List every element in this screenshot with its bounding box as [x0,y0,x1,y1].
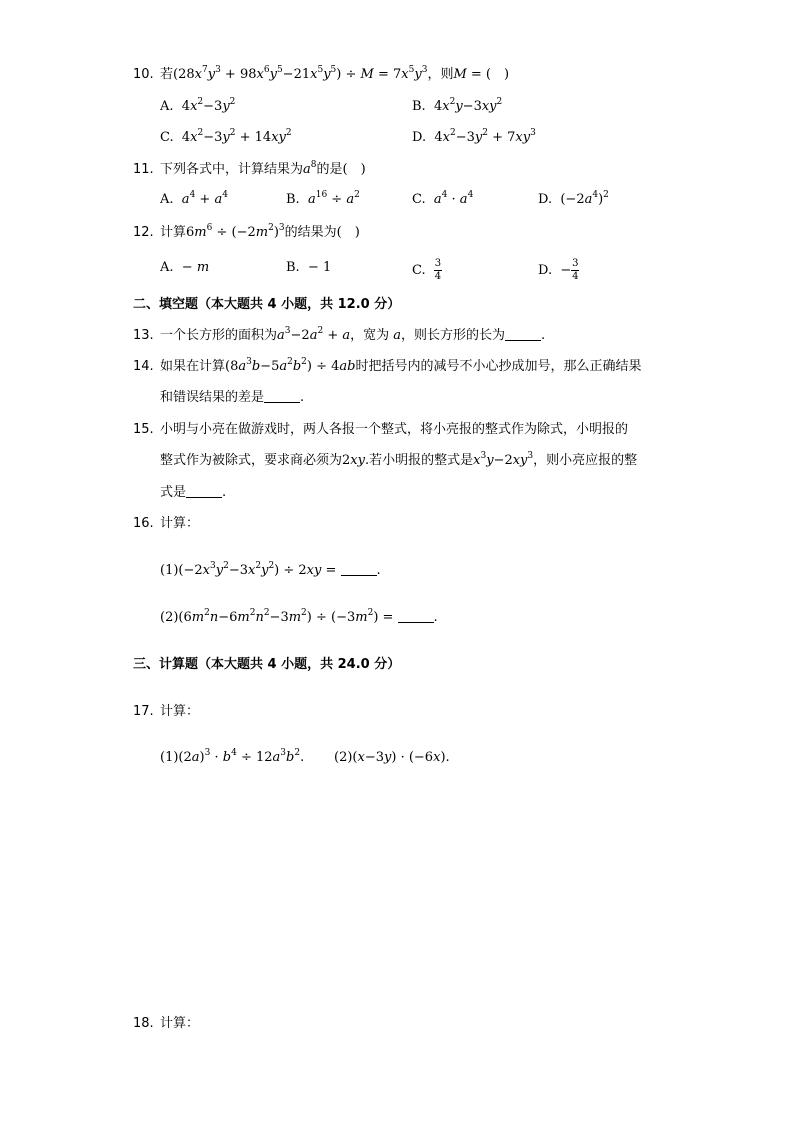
q14-number: 14. [133,359,154,374]
q15-number: 15. [133,422,154,437]
q11-number: 11. [133,162,154,177]
q16-number: 16. [133,516,154,531]
q12-option-d: D. − $\frac{3}{4}$ [538,258,579,282]
q12-option-a: A. − m [160,260,210,275]
q17-part2: (2)(x−3y) · (−6x). [334,750,450,765]
q12-stem: 计算$6m^6 \div (-2m^2)^3$的结果为( ) [160,223,360,240]
q15-line3: 式是 . [160,485,227,500]
answer-blank [341,563,377,576]
q12-option-c: C. $\frac{3}{4}$ [412,258,442,282]
q10-option-a: A. $4x^2-3y^2$ [160,97,236,114]
q11-option-c: C. $a^4 \cdot a^4$ [412,190,474,207]
fraction-three-quarters: $\frac{3}{4}$ [434,258,442,282]
q10-option-d: D. $4x^2-3y^2 + 7xy^3$ [412,128,536,145]
answer-blank [264,390,300,403]
q17-label: 计算： [160,704,200,719]
q13-stem: 一个长方形的面积为$a^3-2a^2 + a$，宽为 a，则长方形的长为 . [160,326,546,343]
answer-blank [186,485,222,498]
q14-line2: 和错误结果的差是 . [160,390,305,405]
q10-number: 10. [133,67,154,82]
q11-option-b: B. $a^{16} \div a^2$ [286,190,360,207]
q10-stem: 若$(28x^7y^3 + 98x^6y^5-21x^5y^5) \div M = 7x^5y^3$，则M = ( ) [160,65,510,82]
answer-blank [505,328,541,341]
q16-part1: $(1)(-2x^3y^2-3x^2y^2) \div 2xy$ = . [160,561,381,578]
q18-number: 18. [133,1016,154,1031]
q10-option-c: C. $4x^2-3y^2 + 14xy^2$ [160,128,292,145]
q11-stem: 下列各式中，计算结果为$a^8$的是( ) [160,160,366,177]
q12-option-b: B. − 1 [286,260,332,275]
answer-blank [398,610,434,623]
q17-part1: $(1)(2a)^3 \cdot b^4 \div 12a^3b^2$. [160,748,305,765]
q12-number: 12. [133,225,154,240]
fraction-three-quarters: $\frac{3}{4}$ [572,258,579,282]
q11-option-d: D. $(-2a^4)^2$ [538,190,609,207]
q10-option-b: B. $4x^2y-3xy^2$ [412,97,503,114]
q15-line1: 小明与小亮在做游戏时，两人各报一个整式，将小亮报的整式作为除式，小明报的 [160,422,629,437]
q14-line1: 如果在计算$(8a^3b-5a^2b^2) \div 4ab$时把括号内的减号不小心抄成加号，那么正确结果 [160,357,642,374]
q16-label: 计算： [160,516,200,531]
section-fill-in-title: 二、填空题（本大题共 4 小题，共 12.0 分） [133,297,401,312]
q11-option-a: A. $a^4 + a^4$ [160,190,228,207]
q13-number: 13. [133,328,154,343]
section-calculation-title: 三、计算题（本大题共 4 小题，共 24.0 分） [133,657,401,672]
q15-line2: 整式作为被除式，要求商必须为2xy.若小明报的整式是$x^3y-2xy^3$，则小亮应报的整 [160,451,638,468]
q17-number: 17. [133,704,154,719]
q16-part2: $(2)(6m^2n-6m^2n^2-3m^2) \div (-3m^2)$ = . [160,608,438,625]
q18-label: 计算： [160,1016,200,1031]
